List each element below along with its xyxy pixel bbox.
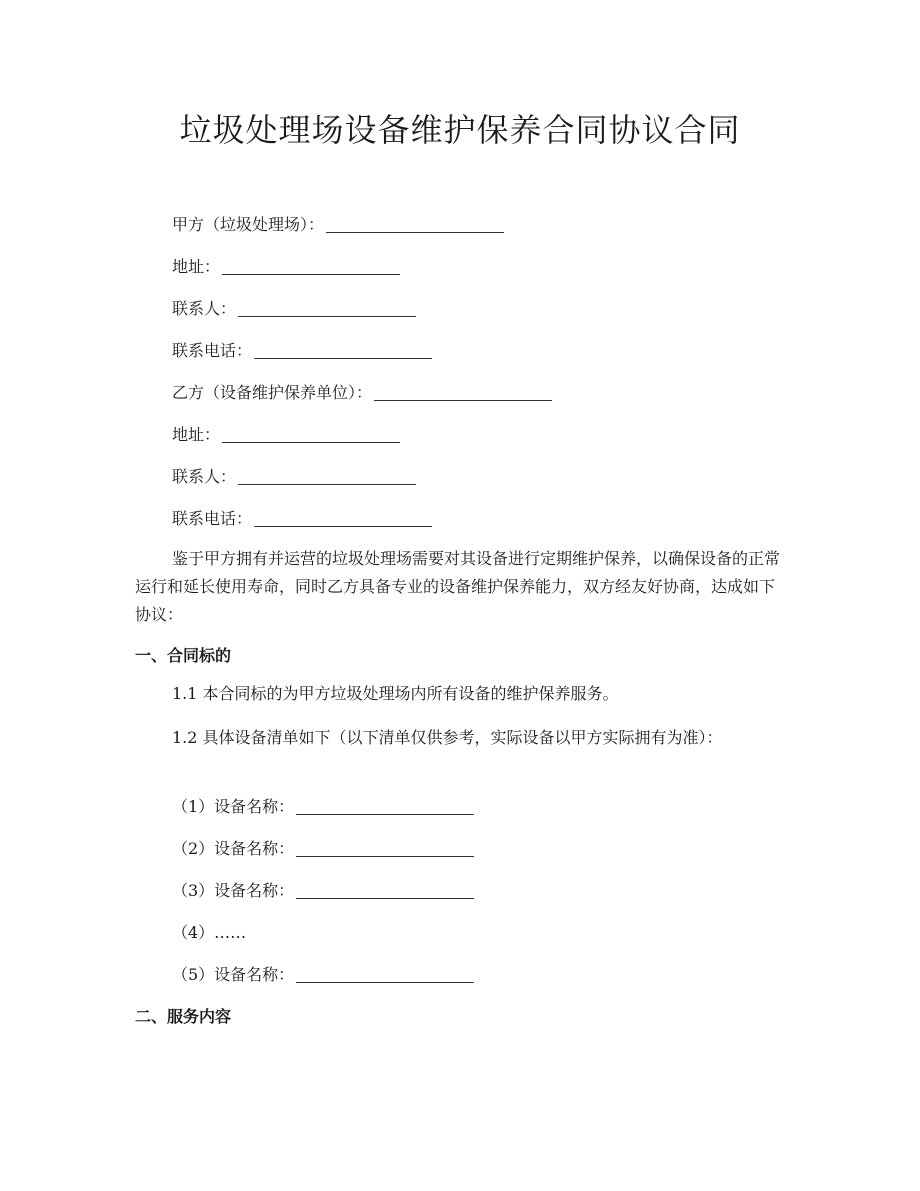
equipment-item [172,796,474,818]
party-a-contact-line [172,298,416,320]
equipment-item-label: （4）…… [172,923,247,942]
party-a-contact-label: 联系人： [172,299,237,318]
equipment-item-blank[interactable] [296,882,474,899]
party-b-address-line [172,424,400,446]
equipment-item-label: （3）设备名称： [172,881,295,900]
party-b-contact-blank[interactable] [238,468,416,485]
party-b-phone-blank[interactable] [254,510,432,527]
party-b-label: 乙方（设备维护保养单位）： [172,383,373,402]
equipment-item [172,964,474,986]
section1-heading: 一、合同标的 [135,646,232,665]
party-b-contact-line [172,466,416,488]
party-a-phone-blank[interactable] [254,342,432,359]
equipment-item-label: （5）设备名称： [172,965,295,984]
document-title: 垃圾处理场设备维护保养合同协议合同 [179,111,741,149]
section2-heading: 二、服务内容 [135,1007,232,1026]
party-a-line [172,214,504,236]
party-a-address-line [172,256,400,278]
equipment-item-blank[interactable] [296,966,474,983]
party-a-phone-label: 联系电话： [172,341,253,360]
party-b-address-blank[interactable] [222,426,400,443]
party-a-blank[interactable] [326,216,504,233]
party-b-phone-line [172,508,432,530]
party-b-contact-label: 联系人： [172,467,237,486]
equipment-item [172,880,474,902]
party-b-blank[interactable] [374,384,552,401]
clause-1-1: 1.1 本合同标的为甲方垃圾处理场内所有设备的维护保养服务。 [172,684,619,703]
equipment-item-blank[interactable] [296,840,474,857]
equipment-item [172,838,474,860]
equipment-item-label: （1）设备名称： [172,797,295,816]
preamble-paragraph: 鉴于甲方拥有并运营的垃圾处理场需要对其设备进行定期维护保养，以确保设备的正常运行和延长使用寿命，同时乙方具备专业的设备维护保养能力，双方经友好协商，达成如下协议： [135,549,781,624]
party-b-address-label: 地址： [172,425,221,444]
party-b-phone-label: 联系电话： [172,509,253,528]
equipment-item [172,922,246,944]
party-a-address-blank[interactable] [222,258,400,275]
party-a-phone-line [172,340,432,362]
equipment-item-blank[interactable] [296,798,474,815]
party-a-contact-blank[interactable] [238,300,416,317]
clause-1-2: 1.2 具体设备清单如下（以下清单仅供参考，实际设备以甲方实际拥有为准）： [172,728,723,747]
party-a-address-label: 地址： [172,257,221,276]
party-b-line [172,382,552,404]
party-a-label: 甲方（垃圾处理场）： [172,215,325,234]
equipment-item-label: （2）设备名称： [172,839,295,858]
